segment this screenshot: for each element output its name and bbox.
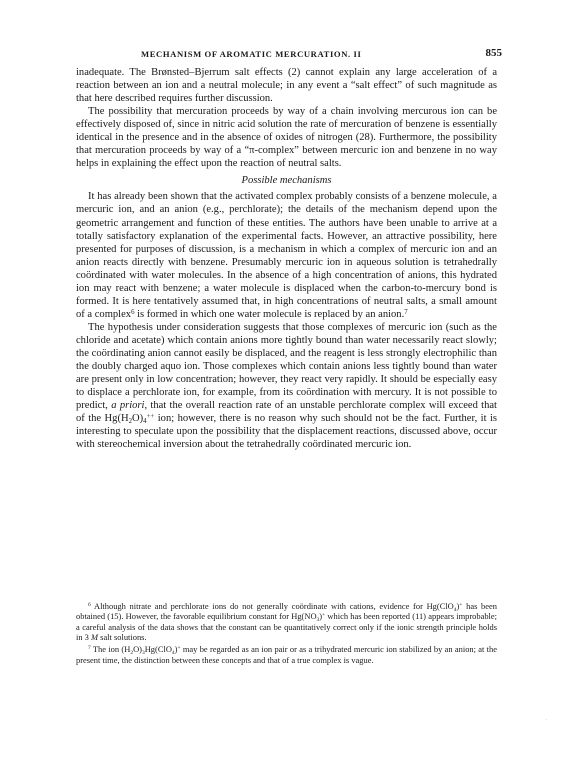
paragraph-salt-effects: inadequate. The Brønsted–Bjerrum salt effects (2) cannot explain any large acceleration of a reaction between an ion and a neutral molecule; in any event a “salt effect” of such magnitude as that here described requires further discussion. (76, 67, 497, 105)
page-header (76, 47, 502, 62)
body-text (76, 66, 497, 451)
page-number: 855 (485, 47, 502, 59)
paragraph-mercurous-chain: The possibility that mercuration proceeds by way of a chain involving mercurous ion can be effectively disposed of, since in nitric acid solution the rate of mercuration of benzene is essentially identical in the presence and in the absence of oxides of nitrogen (28). Furthermore, the possibility that mercuration proceeds by way of a “π-complex” between mercuric ion and benzene in no way helps in explaining the effect upon the reaction of neutral salts. (76, 106, 497, 170)
paragraph-activated-complex: It has already been shown that the activated complex probably consists of a benzene molecule, a mercuric ion, and an anion (e.g., perchlorate); the details of the mechanism depend upon the geometric arrangement and function of these entities. The authors have been unable to arrive at a totally satisfactory explanation of the experimental facts. However, an attractive possibility, here presented for purposes of discussion, is a mechanism in which a complex of mercuric ion and an anion reacts directly with benzene. Presumably mercuric ion in aqueous solution is tetrahedrally coördinated with water molecules. In the absence of a high concentration of anions, this hydrated ion may react with benzene; a water molecule is displaced when the carbon-to-mercury bond is formed. It is here tentatively assumed that, in high concentrations of neutral salts, a small amount of a complex$^6$ is formed in which one water molecule is replaced by an anion.$^7$ (76, 191, 497, 320)
footnote-7: $^7$ The ion $(H_2O)_3Hg(ClO_4)^+$ may be regarded as an ion pair or as a trihydrated mercuric ion stabilized by an anion; at the present time, the distinction between these concepts and that of a true complex is vague. (76, 644, 497, 665)
footnotes (76, 601, 497, 665)
footnote-6: $^6$ Although nitrate and perchlorate ions do not generally coördinate with cations, evidence for Hg(ClO$_4$)+ has been obtained (15). However, the favorable equilibrium constant for $Hg(NO_3)^+$ which has been reported (11) appears improbable; a careful analysis of the data shows that the constant can be quantitatively correct only if the ionic strength principle holds in 3 M salt solutions. (76, 601, 497, 643)
margin-mark: · (545, 716, 548, 724)
footnote-ref-7[interactable]: 7 (404, 308, 408, 316)
running-title: MECHANISM OF AROMATIC MERCURATION. II (141, 49, 362, 59)
section-heading: Possible mechanisms (241, 175, 332, 187)
footnote-ref-6[interactable]: 6 (131, 308, 135, 316)
paragraph-hypothesis: The hypothesis under consideration suggests that those complexes of mercuric ion (such as the chloride and acetate) which contain anions more tightly bound than water necessarily react slowly; the coördinating anion cannot easily be displaced, and the reagent is less strongly electrophilic than the doubly charged aquo ion. Those complexes which contain anions less tightly bound than water are present only in low concentration; however, they react very rapidly. It should be especially easy to displace a perchlorate ion, for example, from its coördination with mercury. It is not possible to predict, a priori, that the overall reaction rate of an unstable perchlorate complex will exceed that of the $Hg(H_2O)_4^{++}$ ion; however, there is no reason why such should not be the fact. Further, it is interesting to speculate upon the possibility that the displacement reactions, discussed above, occur with stereochemical inversion about the tetrahedrally coördinated mercuric ion. (76, 321, 497, 451)
